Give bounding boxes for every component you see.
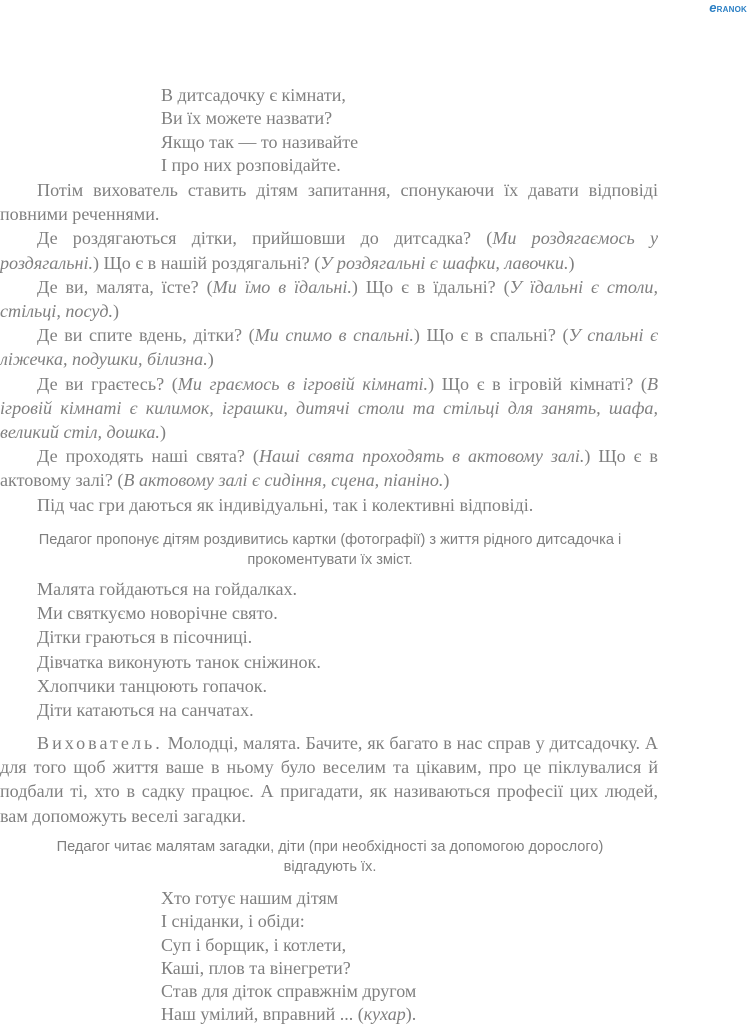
question-text: ): [113, 301, 120, 322]
poem-line: Став для діток справжнім другом: [161, 981, 417, 1002]
answer-text: Ми граємось в ігровій кімнаті.: [177, 373, 429, 394]
question-text: ): [159, 422, 166, 443]
photo-comments-list: [37, 577, 321, 722]
answer-text: Наші свята проходять в актовому залі.: [258, 446, 585, 467]
answer-text: Ми їмо в їдальні.: [212, 276, 352, 297]
answer-text: У роздягальні є шафки, лавочки.: [320, 252, 569, 273]
question-text: ): [207, 349, 214, 370]
paragraph: [0, 275, 658, 323]
speaker-label: Вихователь.: [37, 733, 163, 753]
educator-speech: [0, 731, 658, 828]
question-text: Де ви граєтесь? (: [37, 373, 178, 394]
question-text: ) Що є в спальні? (: [413, 325, 569, 346]
question-text: ) Що є в ігровій кімнаті? (: [428, 373, 647, 394]
teacher-note-cards: Педагог пропонує дітям роздивитись картки (фотографії) з життя рідного дитсадочка і прокоментувати їх зміст.: [38, 532, 622, 568]
question-text: ) Що є в їдальні? (: [351, 276, 510, 297]
question-text: Де ви, малята, їсте? (: [37, 276, 213, 297]
poem-line: Хто готує нашим дітям: [161, 888, 339, 908]
list-item: Малята гойдаються на гойдалках.: [37, 579, 298, 599]
speech-text: Молодці, малята. Бачите, як багато в нас справ у дитсадочку. А для того щоб життя ваше в ньому було веселим та цікавим, про це піклувалися й подбали ті, хто в садку працює. А пригадати, як називаються професії цих людей, вам допоможуть веселі загадки.: [0, 733, 658, 826]
answer-text: Ми спимо в спальні.: [254, 325, 414, 346]
poem-line: І сніданки, і обіди:: [161, 911, 305, 932]
list-item: Ми святкуємо новорічне свято.: [37, 603, 278, 624]
poem-line: Якщо так — то називайте: [161, 131, 359, 152]
answer-text: У їдальні є столи, стільці, посуд.: [0, 276, 658, 322]
poem-line: І про них розповідайте.: [161, 154, 341, 175]
answer-text: В актовому залі є сидіння, сцена, піаніно.: [123, 470, 444, 491]
poem-line: Каші, плов та вінегрети?: [161, 957, 351, 978]
list-item: Хлопчики танцюють гопачок.: [37, 675, 268, 696]
question-text: Де роздягаються дітки, прийшовши до дитсадка? (: [37, 228, 493, 249]
list-item: Дівчатка виконують танок сніжинок.: [37, 651, 321, 672]
answer-text: Ми роздягаємось у роздягальні.: [0, 228, 659, 273]
question-text: ): [568, 252, 575, 273]
answer-text: У спальні є ліжечка, подушки, білизна.: [0, 325, 658, 370]
paragraph: [0, 226, 658, 274]
list-item: Діти катаються на санчатах.: [37, 700, 254, 721]
poem-rooms: [161, 84, 358, 177]
paragraph: [0, 372, 658, 445]
question-text: Потім вихователь ставить дітям запитання, спонукаючи їх давати відповіді повними реченнями.: [0, 180, 658, 225]
questions-section: [0, 178, 658, 517]
poem-line: Наш умілий, вправний ... (кухар).: [161, 1004, 417, 1025]
answer-text: В ігровій кімнаті є килимок, іграшки, дитячі столи та стільці для занять, шафа, великий стіл, дошка.: [0, 373, 658, 443]
paragraph: [0, 444, 658, 492]
list-item: Дітки граються в пісочниці.: [37, 627, 253, 648]
paragraph: [0, 493, 658, 517]
poem-line: Суп і борщик, і котлети,: [161, 934, 347, 955]
question-text: ) Що є в нашій роздягальні? (: [93, 252, 321, 273]
poem-line: В дитсадочку є кімнати,: [161, 85, 346, 105]
poem-line: Ви їх можете назвати?: [161, 108, 333, 129]
paragraph: [0, 178, 658, 226]
question-text: Де ви спите вдень, дітки? (: [37, 325, 255, 346]
publisher-logo: eRANOK: [709, 0, 747, 15]
question-text: Де проходять наші свята? (: [37, 446, 259, 467]
riddle-answer: кухар: [363, 1004, 406, 1025]
riddle-poem: [161, 887, 416, 1027]
paragraph: [0, 323, 658, 371]
question-text: ): [443, 470, 450, 491]
question-text: ) Що є в актовому залі? (: [0, 446, 658, 491]
teacher-note-riddles: Педагог читає малятам загадки, діти (при необхідності за допомогою дорослого) відгадують їх.: [56, 839, 604, 875]
question-text: Під час гри даються як індивідуальні, так і колективні відповіді.: [37, 494, 534, 515]
